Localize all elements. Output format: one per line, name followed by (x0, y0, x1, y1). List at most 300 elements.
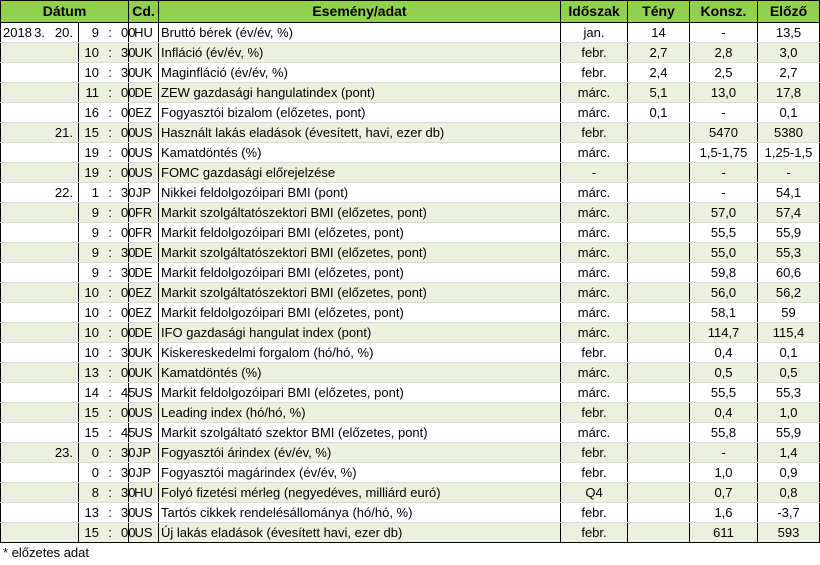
event-name: Markit szolgáltatószektori BMI (előzetes, pont) (159, 243, 561, 263)
hour: 9 (91, 25, 99, 40)
country-code: US (129, 123, 159, 143)
period: márc. (561, 103, 628, 123)
event-name: Markit szolgáltatószektori BMI (előzetes, pont) (159, 203, 561, 223)
consensus-value: 5470 (690, 123, 758, 143)
event-name: Infláció (év/év, %) (159, 43, 561, 63)
minute: 30 (121, 445, 136, 460)
table-row (1, 143, 820, 163)
minute: 00 (121, 25, 136, 40)
time-separator: : (108, 285, 112, 300)
event-name: Maginfláció (év/év, %) (159, 63, 561, 83)
previous-value: 56,2 (758, 283, 820, 303)
previous-value: 0,1 (758, 103, 820, 123)
time-cell (79, 363, 136, 383)
date-cell (1, 223, 79, 243)
date-cell (1, 103, 79, 123)
date-cell (1, 463, 79, 483)
time-separator: : (108, 65, 112, 80)
table-row (1, 363, 820, 383)
period: márc. (561, 263, 628, 283)
actual-value (628, 143, 690, 163)
country-code: UK (129, 43, 159, 63)
date-cell (1, 523, 79, 543)
table-row (1, 483, 820, 503)
previous-value: 17,8 (758, 83, 820, 103)
previous-value: - (758, 163, 820, 183)
table-row (1, 63, 820, 83)
previous-value: 593 (758, 523, 820, 543)
time-separator: : (108, 25, 112, 40)
actual-value (628, 483, 690, 503)
consensus-value: 13,0 (690, 83, 758, 103)
actual-value (628, 363, 690, 383)
time-cell (79, 83, 136, 103)
period: febr. (561, 503, 628, 523)
actual-value (628, 383, 690, 403)
event-name: Használt lakás eladások (évesített, havi, ezer db) (159, 123, 561, 143)
table-row (1, 463, 820, 483)
table-row (1, 443, 820, 463)
consensus-value: 55,5 (690, 223, 758, 243)
time-cell (79, 403, 136, 423)
actual-value (628, 343, 690, 363)
country-code: DE (129, 323, 159, 343)
period: márc. (561, 303, 628, 323)
time-separator: : (108, 405, 112, 420)
period: febr. (561, 403, 628, 423)
date-cell (1, 503, 79, 523)
time-separator: : (108, 445, 112, 460)
event-name: Kamatdöntés (%) (159, 363, 561, 383)
actual-value (628, 503, 690, 523)
hour: 14 (84, 385, 99, 400)
table-row (1, 423, 820, 443)
consensus-value: 58,1 (690, 303, 758, 323)
period: márc. (561, 243, 628, 263)
table-row (1, 503, 820, 523)
previous-value: 0,8 (758, 483, 820, 503)
period: jan. (561, 23, 628, 43)
time-cell (79, 323, 136, 343)
table-row (1, 523, 820, 543)
header-actual: Tény (628, 1, 690, 23)
table-row (1, 383, 820, 403)
hour: 10 (84, 65, 99, 80)
date-cell (1, 383, 79, 403)
hour: 19 (84, 145, 99, 160)
minute: 00 (121, 105, 136, 120)
date-cell (1, 163, 79, 183)
minute: 30 (121, 485, 136, 500)
previous-value: 55,3 (758, 243, 820, 263)
event-name: Markit szolgáltatószektori BMI (előzetes, pont) (159, 283, 561, 303)
period: márc. (561, 363, 628, 383)
period: márc. (561, 183, 628, 203)
table-row (1, 83, 820, 103)
table-row (1, 343, 820, 363)
table-row (1, 23, 820, 43)
hour: 15 (84, 525, 99, 540)
minute: 00 (121, 165, 136, 180)
hour: 15 (84, 405, 99, 420)
hour: 15 (84, 125, 99, 140)
time-cell (79, 503, 136, 523)
previous-value: 55,3 (758, 383, 820, 403)
previous-value: 55,9 (758, 423, 820, 443)
time-cell (79, 183, 136, 203)
actual-value: 5,1 (628, 83, 690, 103)
date-cell (1, 183, 79, 203)
time-cell (79, 203, 136, 223)
minute: 00 (121, 305, 136, 320)
country-code: FR (129, 203, 159, 223)
time-separator: : (108, 245, 112, 260)
period: márc. (561, 283, 628, 303)
time-separator: : (108, 85, 112, 100)
event-name: Új lakás eladások (évesített havi, ezer db) (159, 523, 561, 543)
country-code: UK (129, 363, 159, 383)
time-separator: : (108, 345, 112, 360)
header-country-code: Cd. (129, 1, 159, 23)
previous-value: 2,7 (758, 63, 820, 83)
date-cell (1, 343, 79, 363)
consensus-value: 59,8 (690, 263, 758, 283)
date-cell (1, 63, 79, 83)
country-code: US (129, 423, 159, 443)
minute: 00 (121, 325, 136, 340)
day: 22. (54, 185, 73, 200)
consensus-value: - (690, 183, 758, 203)
previous-value: 115,4 (758, 323, 820, 343)
event-name: FOMC gazdasági előrejelzése (159, 163, 561, 183)
minute: 30 (121, 505, 136, 520)
event-name: Markit feldolgozóipari BMI (előzetes, pont) (159, 383, 561, 403)
time-separator: : (108, 505, 112, 520)
minute: 45 (121, 425, 136, 440)
table-row (1, 283, 820, 303)
event-name: Fogyasztói magárindex (év/év, %) (159, 463, 561, 483)
table-body (1, 23, 820, 543)
consensus-value: 2,8 (690, 43, 758, 63)
header-previous: Előző (758, 1, 820, 23)
previous-value: 13,5 (758, 23, 820, 43)
time-separator: : (108, 485, 112, 500)
hour: 9 (91, 245, 99, 260)
minute: 00 (121, 525, 136, 540)
minute: 30 (121, 265, 136, 280)
event-name: Markit feldolgozóipari BMI (előzetes, pont) (159, 303, 561, 323)
day: 21. (54, 125, 73, 140)
consensus-value: 55,8 (690, 423, 758, 443)
time-separator: : (108, 145, 112, 160)
period: márc. (561, 423, 628, 443)
header-date: Dátum (1, 1, 129, 23)
previous-value: 1,0 (758, 403, 820, 423)
period: febr. (561, 63, 628, 83)
minute: 00 (121, 145, 136, 160)
country-code: US (129, 143, 159, 163)
country-code: EZ (129, 303, 159, 323)
period: márc. (561, 83, 628, 103)
actual-value (628, 463, 690, 483)
hour: 8 (91, 485, 99, 500)
date-cell (1, 143, 79, 163)
period: - (561, 163, 628, 183)
country-code: HU (129, 23, 159, 43)
period: Q4 (561, 483, 628, 503)
actual-value (628, 163, 690, 183)
consensus-value: 1,5-1,75 (690, 143, 758, 163)
footnote: * előzetes adat (3, 545, 90, 560)
actual-value (628, 123, 690, 143)
header-period: Időszak (561, 1, 628, 23)
hour: 15 (84, 425, 99, 440)
period: márc. (561, 143, 628, 163)
consensus-value: 55,0 (690, 243, 758, 263)
minute: 00 (121, 85, 136, 100)
date-cell (1, 323, 79, 343)
country-code: EZ (129, 283, 159, 303)
actual-value (628, 403, 690, 423)
table-row (1, 203, 820, 223)
actual-value (628, 203, 690, 223)
date-cell (1, 363, 79, 383)
time-cell (79, 443, 136, 463)
consensus-value: 0,4 (690, 343, 758, 363)
header-event: Esemény/adat (159, 1, 561, 23)
date-cell (1, 243, 79, 263)
consensus-value: 611 (690, 523, 758, 543)
hour: 0 (91, 445, 99, 460)
previous-value: 0,9 (758, 463, 820, 483)
time-separator: : (108, 305, 112, 320)
country-code: UK (129, 343, 159, 363)
table-row (1, 163, 820, 183)
time-separator: : (108, 45, 112, 60)
time-cell (79, 123, 136, 143)
event-name: Fogyasztói bizalom (előzetes, pont) (159, 103, 561, 123)
consensus-value: - (690, 163, 758, 183)
time-cell (79, 483, 136, 503)
event-name: Markit feldolgozóipari BMI (előzetes, pont) (159, 263, 561, 283)
hour: 0 (91, 465, 99, 480)
hour: 9 (91, 265, 99, 280)
table-row (1, 123, 820, 143)
minute: 30 (121, 65, 136, 80)
consensus-value: - (690, 103, 758, 123)
table-row (1, 403, 820, 423)
time-cell (79, 263, 136, 283)
country-code: US (129, 503, 159, 523)
country-code: JP (129, 183, 159, 203)
time-separator: : (108, 225, 112, 240)
time-separator: : (108, 325, 112, 340)
consensus-value: 1,0 (690, 463, 758, 483)
hour: 1 (91, 185, 99, 200)
consensus-value: 57,0 (690, 203, 758, 223)
minute: 00 (121, 365, 136, 380)
date-cell (1, 423, 79, 443)
country-code: DE (129, 263, 159, 283)
date-cell (1, 283, 79, 303)
consensus-value: 0,4 (690, 403, 758, 423)
country-code: HU (129, 483, 159, 503)
hour: 9 (91, 225, 99, 240)
table-row (1, 223, 820, 243)
previous-value: 1,25-1,5 (758, 143, 820, 163)
country-code: DE (129, 83, 159, 103)
consensus-value: 114,7 (690, 323, 758, 343)
event-name: Tartós cikkek rendelésállománya (hó/hó, %) (159, 503, 561, 523)
country-code: JP (129, 463, 159, 483)
time-separator: : (108, 465, 112, 480)
event-name: Leading index (hó/hó, %) (159, 403, 561, 423)
date-cell (1, 23, 79, 43)
country-code: US (129, 523, 159, 543)
time-cell (79, 63, 136, 83)
hour: 10 (84, 285, 99, 300)
header-row (1, 1, 820, 23)
hour: 10 (84, 345, 99, 360)
table-row (1, 323, 820, 343)
date-cell (1, 443, 79, 463)
previous-value: 60,6 (758, 263, 820, 283)
time-cell (79, 103, 136, 123)
minute: 30 (121, 345, 136, 360)
event-name: Markit szolgáltató szektor BMI (előzetes, pont) (159, 423, 561, 443)
consensus-value: 0,7 (690, 483, 758, 503)
month: 3. (34, 25, 45, 40)
previous-value: 5380 (758, 123, 820, 143)
table-row (1, 43, 820, 63)
time-cell (79, 423, 136, 443)
actual-value (628, 223, 690, 243)
hour: 10 (84, 325, 99, 340)
event-name: IFO gazdasági hangulat index (pont) (159, 323, 561, 343)
actual-value (628, 443, 690, 463)
table-row (1, 103, 820, 123)
year: 2018 (3, 25, 32, 40)
time-separator: : (108, 365, 112, 380)
time-cell (79, 523, 136, 543)
time-cell (79, 303, 136, 323)
hour: 16 (84, 105, 99, 120)
time-separator: : (108, 185, 112, 200)
previous-value: 57,4 (758, 203, 820, 223)
consensus-value: - (690, 443, 758, 463)
hour: 13 (84, 505, 99, 520)
time-separator: : (108, 385, 112, 400)
event-name: Fogyasztói árindex (év/év, %) (159, 443, 561, 463)
table-row (1, 183, 820, 203)
date-cell (1, 123, 79, 143)
actual-value (628, 183, 690, 203)
date-cell (1, 83, 79, 103)
previous-value: -3,7 (758, 503, 820, 523)
hour: 9 (91, 205, 99, 220)
event-name: ZEW gazdasági hangulatindex (pont) (159, 83, 561, 103)
time-cell (79, 243, 136, 263)
period: márc. (561, 203, 628, 223)
previous-value: 55,9 (758, 223, 820, 243)
date-cell (1, 203, 79, 223)
time-separator: : (108, 265, 112, 280)
time-cell (79, 343, 136, 363)
hour: 13 (84, 365, 99, 380)
actual-value: 0,1 (628, 103, 690, 123)
date-cell (1, 43, 79, 63)
previous-value: 54,1 (758, 183, 820, 203)
time-cell (79, 223, 136, 243)
event-name: Folyó fizetési mérleg (negyedéves, milliárd euró) (159, 483, 561, 503)
time-cell (79, 43, 136, 63)
time-cell (79, 463, 136, 483)
event-name: Kiskereskedelmi forgalom (hó/hó, %) (159, 343, 561, 363)
minute: 00 (121, 405, 136, 420)
time-separator: : (108, 525, 112, 540)
period: febr. (561, 443, 628, 463)
event-name: Kamatdöntés (%) (159, 143, 561, 163)
actual-value: 14 (628, 23, 690, 43)
period: febr. (561, 43, 628, 63)
event-name: Nikkei feldolgozóipari BMI (pont) (159, 183, 561, 203)
country-code: US (129, 163, 159, 183)
minute: 30 (121, 465, 136, 480)
country-code: UK (129, 63, 159, 83)
period: márc. (561, 323, 628, 343)
actual-value: 2,4 (628, 63, 690, 83)
header-consensus: Konsz. (690, 1, 758, 23)
period: febr. (561, 343, 628, 363)
minute: 45 (121, 385, 136, 400)
table-row (1, 263, 820, 283)
country-code: DE (129, 243, 159, 263)
event-name: Markit feldolgozóipari BMI (előzetes, pont) (159, 223, 561, 243)
actual-value (628, 263, 690, 283)
time-separator: : (108, 125, 112, 140)
country-code: US (129, 383, 159, 403)
consensus-value: 2,5 (690, 63, 758, 83)
minute: 30 (121, 245, 136, 260)
table-row (1, 303, 820, 323)
actual-value: 2,7 (628, 43, 690, 63)
hour: 19 (84, 165, 99, 180)
country-code: JP (129, 443, 159, 463)
period: márc. (561, 223, 628, 243)
day: 23. (54, 445, 73, 460)
previous-value: 1,4 (758, 443, 820, 463)
date-cell (1, 303, 79, 323)
event-name: Bruttó bérek (év/év, %) (159, 23, 561, 43)
consensus-value: 56,0 (690, 283, 758, 303)
minute: 00 (121, 225, 136, 240)
period: márc. (561, 383, 628, 403)
period: febr. (561, 123, 628, 143)
time-separator: : (108, 425, 112, 440)
date-cell (1, 403, 79, 423)
minute: 00 (121, 285, 136, 300)
actual-value (628, 243, 690, 263)
time-cell (79, 283, 136, 303)
consensus-value: 0,5 (690, 363, 758, 383)
table-row (1, 243, 820, 263)
time-separator: : (108, 205, 112, 220)
period: febr. (561, 463, 628, 483)
day: 20. (54, 25, 73, 40)
minute: 00 (121, 205, 136, 220)
consensus-value: - (690, 23, 758, 43)
previous-value: 0,1 (758, 343, 820, 363)
